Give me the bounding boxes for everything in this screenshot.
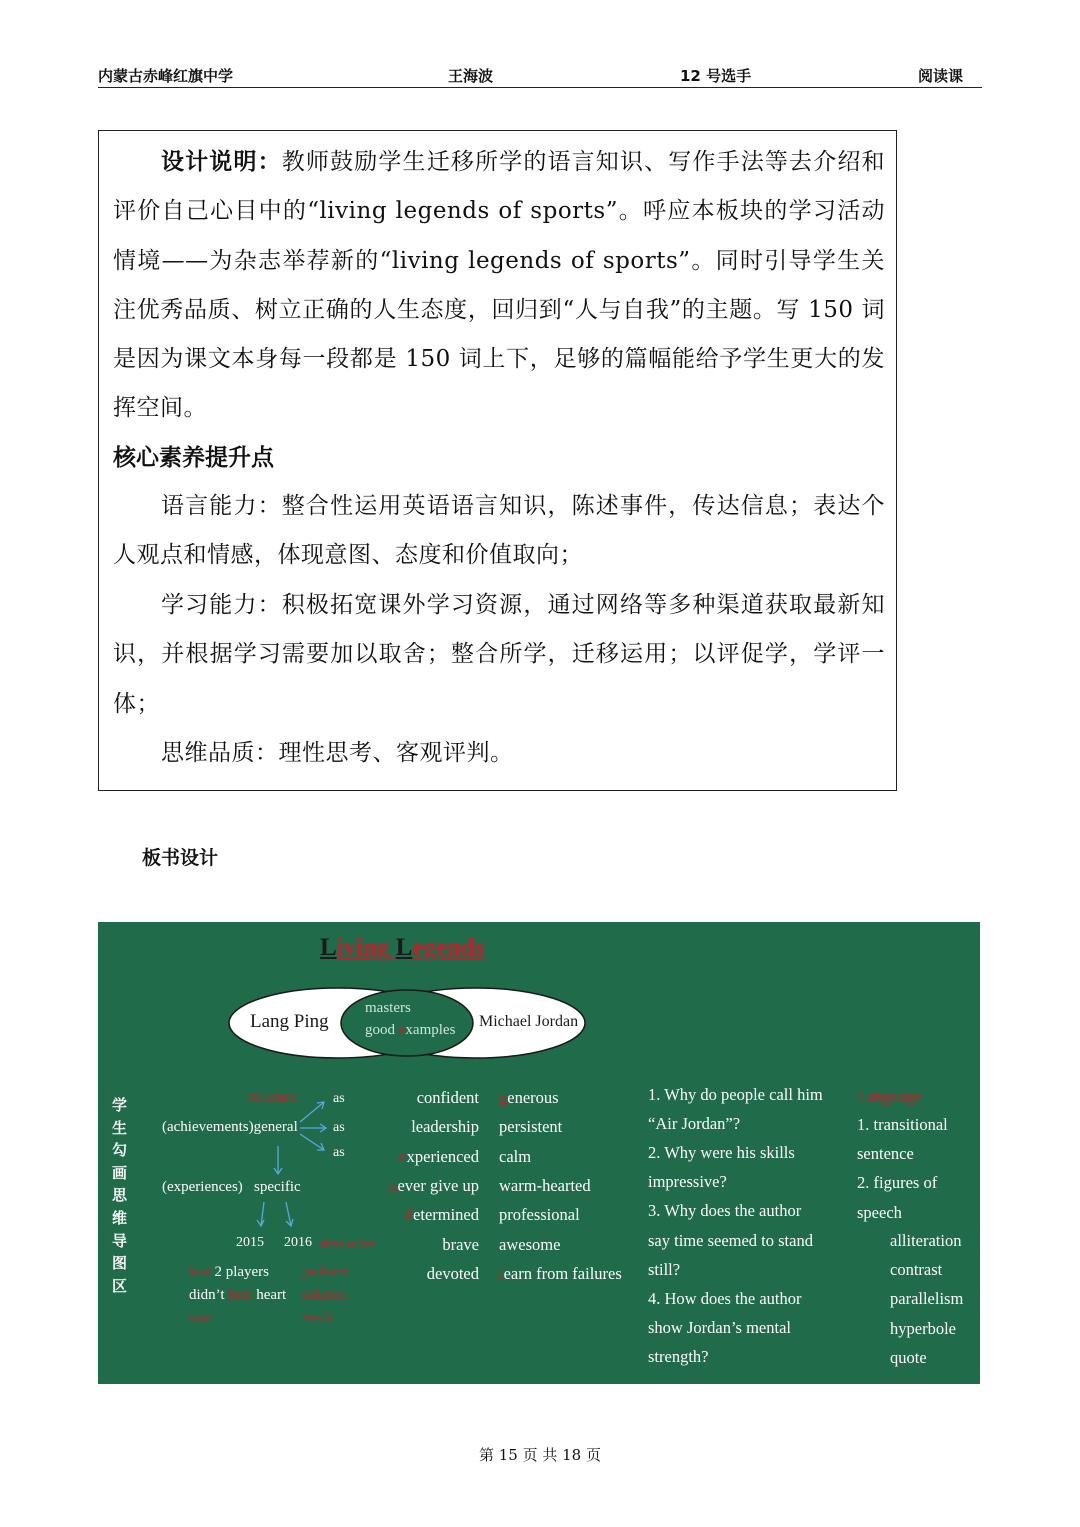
question-line: still? xyxy=(648,1259,681,1279)
adjective-left: leadership xyxy=(411,1117,479,1137)
design-description-box xyxy=(98,130,897,791)
question-line: impressive? xyxy=(648,1172,727,1192)
question-line: 2. Why were his skills xyxy=(648,1143,795,1163)
venn-center-masters: masters xyxy=(365,1000,411,1016)
language-title: Language xyxy=(857,1087,923,1106)
mindmap-specific: specific xyxy=(254,1179,301,1195)
language-point-line: 1. transitional xyxy=(857,1115,948,1134)
language-point-line: sentence xyxy=(857,1144,914,1164)
figure-of-speech-item: hyperbole xyxy=(890,1318,956,1338)
venn-diagram xyxy=(98,922,980,1384)
header-contestant: 12 号选手 xyxy=(680,67,752,85)
mindmap-as-1: as xyxy=(333,1091,345,1106)
page-footer: 第 15 页 共 18 页 xyxy=(478,1446,601,1464)
design-description-text: 教师鼓励学生迁移所学的语言知识、写作手法等去介绍和评价自己心目中的“living legends of sports”。呼应本板块的学习活动情境——为杂志举荐新的“living legends of sports”。同时引导学生关注优秀品质、树立正确的人生态度，回归到“人与自我”的主题。写 150 词是因为课文本身每一段都是 150 词上下，足够的篇幅能给予学生更大的发挥空间。 xyxy=(113,149,886,422)
mindmap-lost-players: lost 2 players xyxy=(189,1264,270,1280)
adjective-right: generous xyxy=(499,1088,559,1107)
mindmap-structure: structure xyxy=(248,1090,297,1105)
adjective-right: persistent xyxy=(499,1117,563,1137)
mindmap-won: won xyxy=(189,1311,214,1326)
adjective-left: devoted xyxy=(426,1263,479,1283)
mindmap-didnt-lose-heart: didn’t lose heart xyxy=(189,1287,287,1303)
blackboard-design xyxy=(98,922,980,1384)
figure-of-speech-item: contrast xyxy=(890,1260,943,1280)
venn-center-examples: good examples xyxy=(365,1022,456,1038)
venn-right-label: Michael Jordan xyxy=(479,1013,579,1030)
design-description-paragraph xyxy=(113,137,885,434)
question-line: show Jordan’s mental xyxy=(648,1317,791,1337)
adjective-left: experienced xyxy=(399,1146,479,1166)
question-line: 3. Why does the author xyxy=(648,1201,802,1221)
header-school: 内蒙古赤峰红旗中学 xyxy=(98,67,234,85)
mindmap-result: result xyxy=(302,1311,334,1326)
language-ability-paragraph: 语言能力：整合性运用英语语言知识，陈述事件，传达信息；表达个人观点和情感，体现意图、态度和价值取向； xyxy=(113,493,885,569)
header-lesson: 阅读课 xyxy=(918,67,964,85)
adjective-left: never give up xyxy=(389,1175,479,1195)
question-line: strength? xyxy=(648,1346,709,1366)
figure-of-speech-item: alliteration xyxy=(890,1231,962,1250)
adjective-right: awesome xyxy=(499,1234,561,1254)
question-line: say time seemed to stand xyxy=(648,1230,813,1250)
board-title: Living Legends xyxy=(320,934,485,961)
mindmap-as-2: as xyxy=(333,1120,345,1135)
mindmap-achievements-general: (achievements)general xyxy=(162,1119,298,1135)
adjective-left: determined xyxy=(404,1205,479,1225)
venn-left-label: Lang Ping xyxy=(250,1011,329,1032)
mindmap-solution: solution xyxy=(302,1288,348,1303)
mindmap-2015: 2015 xyxy=(236,1235,264,1250)
adjective-left: brave xyxy=(442,1234,479,1254)
figure-of-speech-item: parallelism xyxy=(890,1289,964,1309)
header-divider xyxy=(98,87,982,88)
language-point-line: 2. figures of xyxy=(857,1173,938,1193)
language-point-line: speech xyxy=(857,1202,902,1222)
header-teacher: 王海波 xyxy=(448,67,494,85)
figure-of-speech-item: quote xyxy=(890,1347,927,1367)
mindmap-2016: 2016 xyxy=(284,1235,312,1250)
mindmap-experiences: (experiences) xyxy=(162,1179,243,1195)
adjective-right: professional xyxy=(499,1205,580,1225)
adjective-left: confident xyxy=(416,1088,479,1107)
mindmap-as-3: as xyxy=(333,1145,345,1160)
design-description-label: 设计说明： xyxy=(161,148,282,175)
student-mindmap-area-label: 学生勾画思维导图区 xyxy=(112,1096,128,1295)
core-competency-title: 核心素养提升点 xyxy=(113,444,274,471)
board-design-title: 板书设计 xyxy=(142,847,219,869)
learning-ability-paragraph: 学习能力：积极拓宽课外学习资源，通过网络等多种渠道获取最新知识，并根据学习需要加以取舍；整合所学，迁移运用；以评促学，学评一体； xyxy=(113,592,885,717)
mindmap-time-order: time order xyxy=(321,1236,375,1251)
thinking-quality-paragraph: 思维品质：理性思考、客观评判。 xyxy=(161,740,514,766)
mindmap-problem: problem xyxy=(302,1265,349,1280)
adjective-right: warm-hearted xyxy=(499,1175,591,1195)
adjective-right: learn from failures xyxy=(499,1263,622,1283)
question-line: 1. Why do people call him xyxy=(648,1085,823,1104)
adjective-right: calm xyxy=(499,1146,532,1166)
question-line: “Air Jordan”? xyxy=(648,1114,741,1134)
question-line: 4. How does the author xyxy=(648,1288,802,1308)
